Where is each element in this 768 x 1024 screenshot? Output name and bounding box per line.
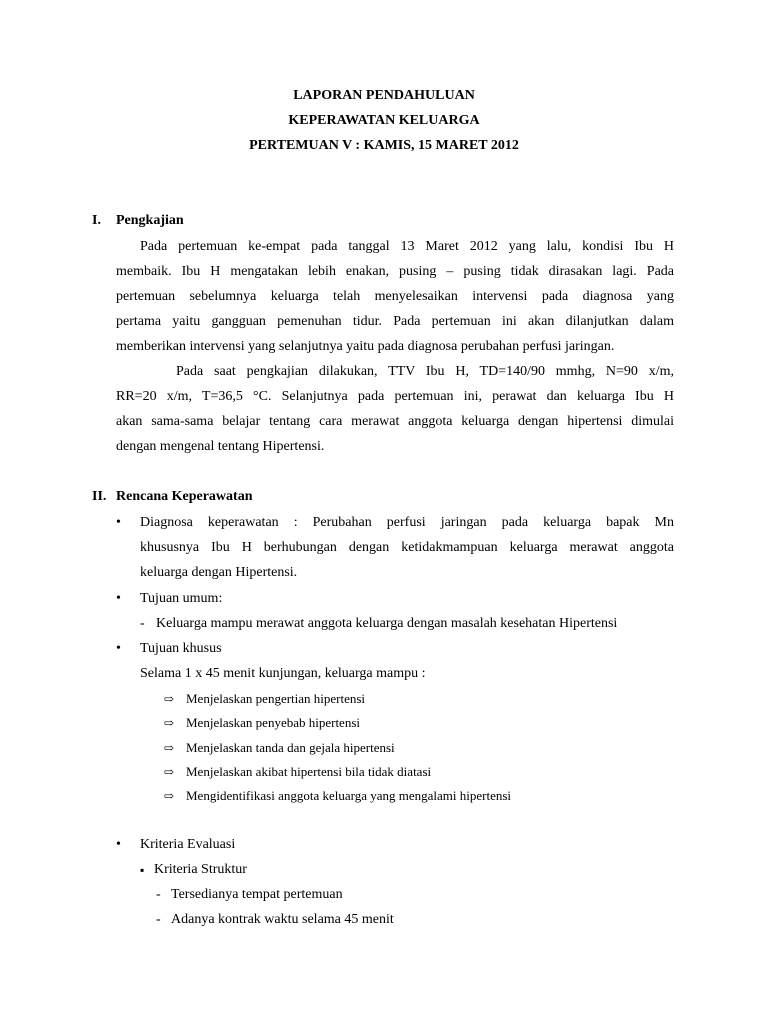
section-heading-pengkajian [92,211,184,231]
struktur-item: Tersedianya tempat pertemuan [171,887,343,902]
paragraph-line: memberikan intervensi yang selanjutnya yaitu pada diagnosa perubahan perfusi jaringan. [116,339,615,354]
tujuan-khusus-item: Menjelaskan tanda dan gejala hipertensi [186,740,395,755]
doc-title-line-1: LAPORAN PENDAHULUAN [293,88,475,103]
tujuan-khusus-label: Tujuan khusus [140,641,222,656]
arrow-icon: ⇨ [164,765,175,779]
paragraph-line: dengan mengenal tentang Hipertensi. [116,439,325,454]
tujuan-umum-item: Keluarga mampu merawat anggota keluarga dengan masalah kesehatan Hipertensi [156,616,618,631]
bullet-icon: • [116,641,121,656]
kriteria-struktur-label: Kriteria Struktur [154,862,247,877]
paragraph-line: akan sama-sama belajar tentang cara merawat anggota keluarga dengan hipertensi dimulai [116,414,674,429]
struktur-item: Adanya kontrak waktu selama 45 menit [171,912,394,927]
tujuan-khusus-item: Mengidentifikasi anggota keluarga yang mengalami hipertensi [186,788,512,803]
section-heading-rencana [92,487,253,507]
arrow-icon: ⇨ [164,716,175,730]
tujuan-khusus-item: Menjelaskan akibat hipertensi bila tidak diatasi [186,764,432,779]
paragraph-line: membaik. Ibu H mengatakan lebih enakan, pusing – pusing tidak dirasakan lagi. Pada [116,264,674,279]
section-title: Pengkajian [116,213,184,228]
dash-icon: - [156,887,161,902]
tujuan-khusus-item: Menjelaskan pengertian hipertensi [186,691,366,706]
paragraph-line: Pada pertemuan ke-empat pada tanggal 13 Maret 2012 yang lalu, kondisi Ibu H [140,239,674,254]
tujuan-khusus-intro: Selama 1 x 45 menit kunjungan, keluarga mampu : [140,666,426,681]
diagnosa-line: khususnya Ibu H berhubungan dengan ketidakmampuan keluarga merawat anggota [140,540,674,555]
paragraph-line: pertemuan sebelumnya keluarga telah menyelesaikan intervensi pada diagnosa yang [116,289,674,304]
section-number: I. [92,213,101,228]
bullet-icon: • [116,591,121,606]
paragraph-line: Pada saat pengkajian dilakukan, TTV Ibu H, TD=140/90 mmhg, N=90 x/m, [176,364,674,379]
tujuan-khusus-item: Menjelaskan penyebab hipertensi [186,715,360,730]
arrow-icon: ⇨ [164,692,175,706]
section-number: II. [92,489,107,504]
paragraph-line: RR=20 x/m, T=36,5 °C. Selanjutnya pada pertemuan ini, perawat dan keluarga Ibu H [116,389,674,404]
section-title: Rencana Keperawatan [116,489,253,504]
doc-title-line-3: PERTEMUAN V : KAMIS, 15 MARET 2012 [249,138,519,153]
bullet-icon: • [116,837,121,852]
dash-icon: - [140,616,145,631]
bullet-icon: • [116,515,121,530]
tujuan-umum-label: Tujuan umum: [140,591,223,606]
paragraph-line: pertama yaitu gangguan pemenuhan tidur. Pada pertemuan ini akan dilanjutkan dalam [116,314,674,329]
diagnosa-line: Diagnosa keperawatan : Perubahan perfusi jaringan pada keluarga bapak Mn [140,515,674,530]
arrow-icon: ⇨ [164,789,175,803]
kriteria-evaluasi-label: Kriteria Evaluasi [140,837,236,852]
diagnosa-line: keluarga dengan Hipertensi. [140,565,298,580]
dash-icon: - [156,912,161,927]
square-bullet-icon: ▪ [140,863,145,877]
arrow-icon: ⇨ [164,741,175,755]
doc-title-line-2: KEPERAWATAN KELUARGA [288,113,480,128]
